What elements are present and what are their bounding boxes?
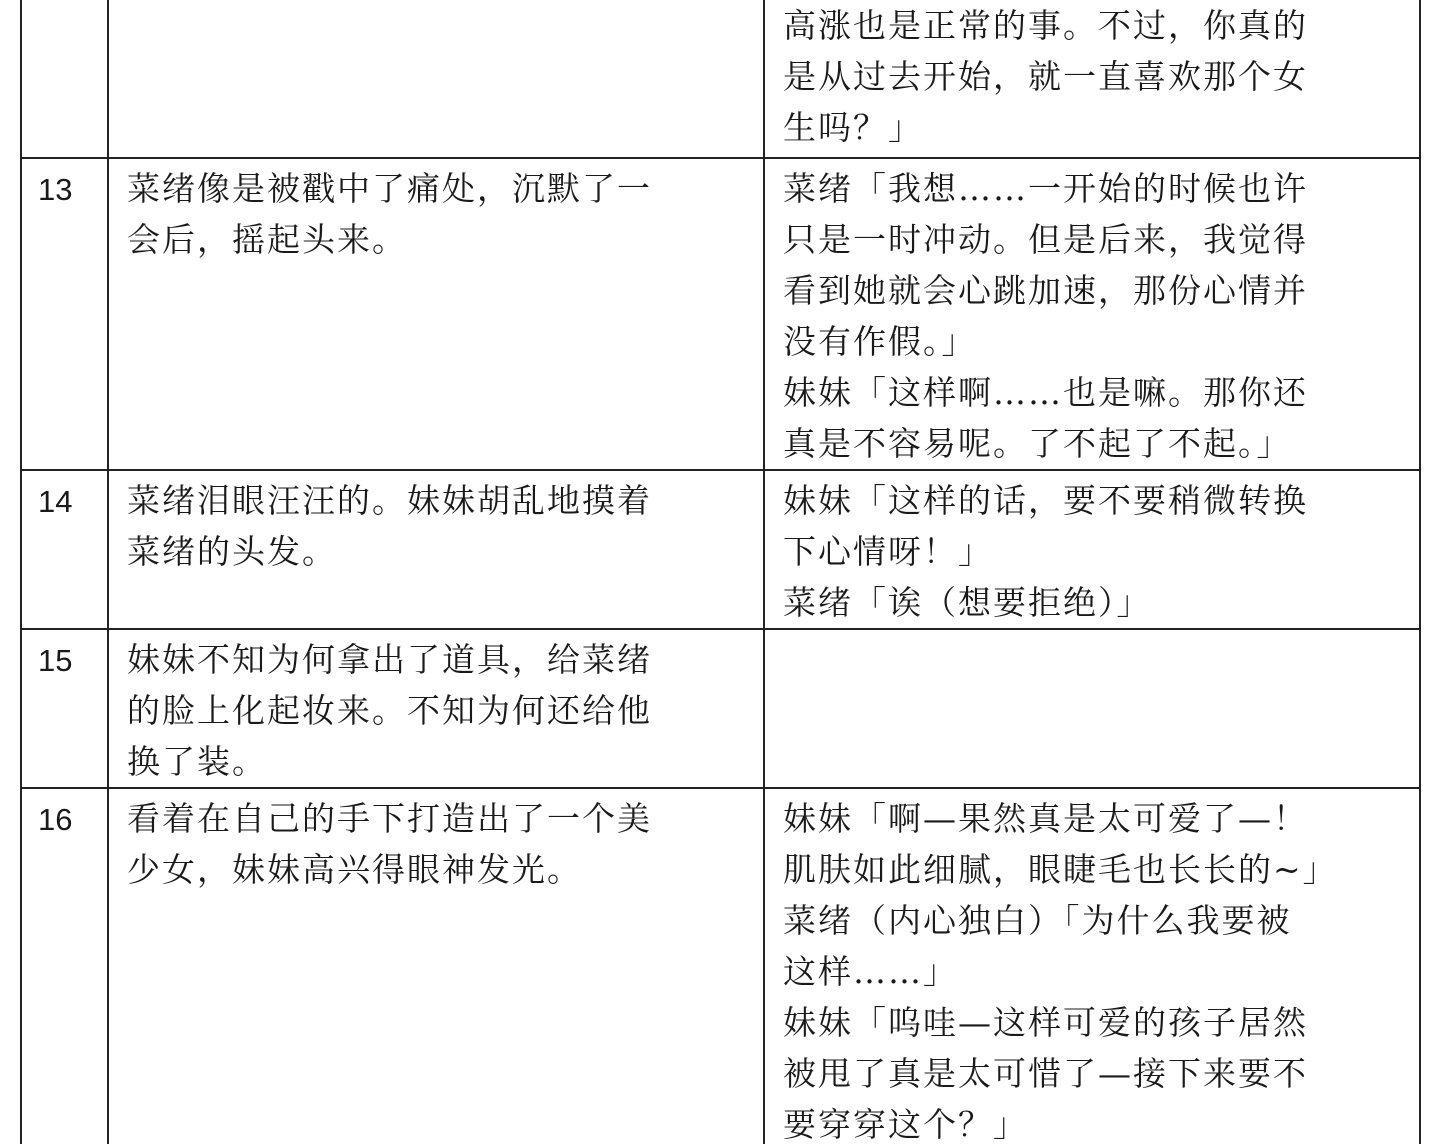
- scene-number: 16: [38, 802, 73, 837]
- dialogue-text: [765, 159, 1419, 469]
- scene-number-cell: [21, 158, 108, 470]
- dialogue-line: 菜绪（内心独白）「为什么我要被: [783, 901, 1292, 940]
- dialogue-text: [765, 471, 1419, 628]
- dialogue-line: 菜绪「我想……一开始的时候也许: [783, 169, 1308, 208]
- dialogue-line: 妹妹「啊—果然真是太可爱了—！: [783, 799, 1308, 838]
- scene-number-cell: [21, 0, 108, 158]
- table-row: [21, 788, 1420, 1144]
- description-line: 会后，摇起头来。: [127, 220, 407, 259]
- description-line: 的脸上化起妆来。不知为何还给他: [127, 691, 652, 730]
- description-line: 妹妹不知为何拿出了道具，给菜绪: [127, 640, 652, 679]
- table-row: [21, 470, 1420, 629]
- dialogue-line: 没有作假。」: [783, 322, 977, 361]
- scene-description-cell: [108, 470, 764, 629]
- dialogue-line: 高涨也是正常的事。不过，你真的: [783, 6, 1308, 45]
- dialogue-line: 妹妹「这样的话，要不要稍微转换: [783, 481, 1308, 520]
- dialogue-line: 菜绪「诶（想要拒绝）」: [783, 583, 1152, 622]
- dialogue-line: 下心情呀！」: [783, 532, 993, 571]
- scene-number: [22, 0, 107, 6]
- scene-number-cell: [21, 629, 108, 788]
- description-line: 看着在自己的手下打造出了一个美: [127, 799, 652, 838]
- scene-description: [109, 0, 763, 4]
- description-line: 菜绪泪眼汪汪的。妹妹胡乱地摸着: [127, 481, 652, 520]
- dialogue-line: 妹妹「呜哇—这样可爱的孩子居然: [783, 1003, 1308, 1042]
- dialogue-line: 妹妹「这样啊……也是嘛。那你还: [783, 373, 1308, 412]
- scene-description: [109, 471, 763, 577]
- scene-description: [109, 630, 763, 787]
- scene-description-cell: [108, 629, 764, 788]
- scene-number: 13: [38, 172, 73, 207]
- storyboard-table: [20, 0, 1421, 1144]
- scene-description: [109, 789, 763, 895]
- description-line: 菜绪像是被戳中了痛处，沉默了一: [127, 169, 652, 208]
- description-line: 菜绪的头发。: [127, 532, 337, 571]
- dialogue-line: 要穿穿这个？」: [783, 1105, 1028, 1144]
- dialogue-line: 生吗？」: [783, 108, 923, 147]
- scene-description-cell: [108, 158, 764, 470]
- scene-number-cell: [21, 470, 108, 629]
- dialogue-line: 是从过去开始，就一直喜欢那个女: [783, 57, 1308, 96]
- dialogue-line: 肌肤如此细腻，眼睫毛也长长的~」: [783, 850, 1338, 889]
- dialogue-line: 看到她就会心跳加速，那份心情并: [783, 271, 1308, 310]
- scene-number: 15: [38, 643, 73, 678]
- dialogue-line: 这样……」: [783, 952, 958, 991]
- description-line: 少女，妹妹高兴得眼神发光。: [127, 850, 582, 889]
- description-line: 换了装。: [127, 742, 267, 781]
- dialogue-line: 被甩了真是太可惜了—接下来要不: [783, 1054, 1308, 1093]
- dialogue-cell: [764, 470, 1420, 629]
- table-row: [21, 629, 1420, 788]
- table-row: [21, 158, 1420, 470]
- dialogue-text: [765, 630, 1419, 634]
- dialogue-cell: [764, 788, 1420, 1144]
- scene-number-cell: [21, 788, 108, 1144]
- dialogue-cell: [764, 629, 1420, 788]
- dialogue-text: [765, 789, 1419, 1144]
- dialogue-text: [765, 0, 1419, 153]
- scene-description-cell: [108, 0, 764, 158]
- dialogue-line: 真是不容易呢。了不起了不起。」: [783, 424, 1292, 463]
- dialogue-line: 只是一时冲动。但是后来，我觉得: [783, 220, 1308, 259]
- dialogue-cell: [764, 0, 1420, 158]
- scene-description: [109, 159, 763, 265]
- table-row: [21, 0, 1420, 158]
- scene-number: 14: [38, 484, 73, 519]
- dialogue-cell: [764, 158, 1420, 470]
- scene-description-cell: [108, 788, 764, 1144]
